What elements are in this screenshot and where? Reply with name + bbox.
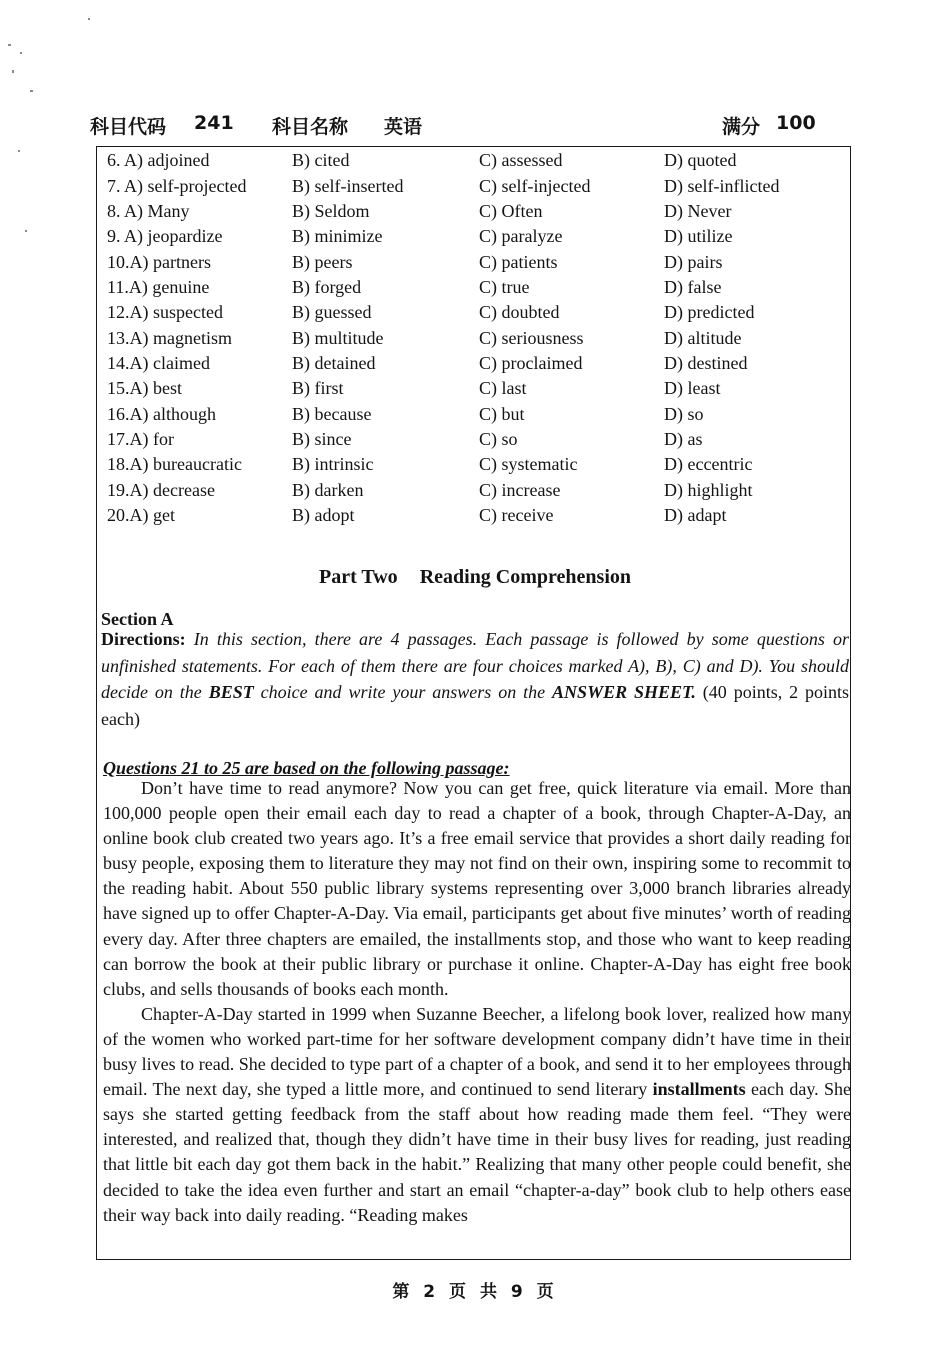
option-b: B) Seldom (292, 201, 370, 221)
option-a: 13.A) magnetism (107, 327, 232, 348)
option-d: D) utilize (664, 226, 733, 246)
option-c: C) so (479, 429, 518, 449)
option-row (107, 505, 847, 530)
option-b: B) peers (292, 251, 353, 272)
option-d: D) self-inflicted (664, 175, 780, 196)
option-b: B) cited (292, 150, 350, 170)
option-a: 11.A) genuine (107, 277, 210, 297)
option-row (107, 277, 847, 302)
directions-label: Directions: (101, 629, 186, 649)
directions (101, 626, 849, 732)
part-label: Part Two (318, 566, 398, 588)
option-b: B) minimize (292, 226, 383, 246)
option-row (107, 480, 847, 505)
option-c: C) but (479, 403, 525, 424)
scan-speck (30, 90, 33, 92)
option-b: B) since (292, 429, 352, 449)
option-row (107, 302, 847, 327)
option-d: D) destined (664, 353, 748, 373)
scan-speck (12, 70, 14, 73)
directions-points: (40 points, 2 points each) (101, 682, 850, 729)
passage-body (103, 776, 851, 1228)
scan-speck (88, 18, 90, 20)
directions-answer-sheet: ANSWER SHEET. (552, 682, 696, 702)
option-row (107, 201, 847, 226)
option-row (107, 176, 847, 201)
full-score: 100 (776, 112, 816, 134)
option-d: D) adapt (664, 505, 727, 525)
option-d: D) quoted (664, 150, 737, 170)
option-c: C) assessed (479, 150, 563, 170)
option-row (107, 252, 847, 277)
subject-code-label: 科目代码 (90, 116, 167, 138)
subject-code: 241 (194, 112, 234, 134)
option-row (107, 150, 847, 175)
option-c: C) receive (479, 505, 554, 525)
option-b: B) darken (292, 479, 364, 500)
option-a: 14.A) claimed (107, 353, 210, 373)
option-d: D) so (664, 403, 704, 424)
option-b: B) forged (292, 277, 362, 297)
option-d: D) predicted (664, 302, 755, 322)
passage-heading: Questions 21 to 25 are based on the following passage: (103, 758, 510, 778)
option-c: C) doubted (479, 302, 560, 322)
option-d: D) pairs (664, 251, 723, 272)
option-a: 20.A) get (107, 505, 175, 525)
option-b: B) self-inserted (292, 175, 404, 196)
option-c: C) increase (479, 479, 561, 500)
option-row (107, 429, 847, 454)
part-title-text: Reading Comprehension (419, 566, 632, 588)
option-a: 9. A) jeopardize (107, 226, 223, 246)
option-b: B) intrinsic (292, 454, 374, 474)
directions-text-2: choice and write your answers on the (260, 682, 546, 702)
option-c: C) Often (479, 201, 543, 221)
scan-speck (18, 150, 20, 152)
option-row (107, 226, 847, 251)
directions-best: BEST (208, 682, 254, 702)
scan-speck (25, 230, 27, 232)
option-a: 10.A) partners (107, 251, 211, 272)
section-a-heading: Section A (101, 609, 174, 629)
full-score-label: 满分 (722, 116, 761, 138)
option-row (107, 404, 847, 429)
p2-after: each day. She says she started getting feedback from the staff about how reading made them feel. “They were interested, and realized that, though they didn’t have time in their busy lives for reading, just reading that little bit each day got them back in the habit.” Realizing that many other people could benefit, she decided to take the idea even further and start an email “chapter-a-day” book club to help others ease their way back into daily reading. “Reading makes (103, 1079, 851, 1225)
option-a: 17.A) for (107, 429, 174, 449)
option-row (107, 353, 847, 378)
option-c: C) true (479, 277, 530, 297)
option-d: D) as (664, 429, 703, 449)
p2-bold-word: installments (652, 1079, 746, 1100)
passage-paragraph-2 (103, 1002, 851, 1228)
option-row (107, 328, 847, 353)
option-d: D) false (664, 277, 722, 297)
page-number: 第 2 页 共 9 页 (392, 1282, 558, 1302)
option-a: 15.A) best (107, 378, 182, 398)
passage-paragraph-1: Don’t have time to read anymore? Now you can get free, quick literature via email. More than 100,000 people open their email each day to read a chapter of a book, through Chapter-A-Day, an online book club created two years ago. It’s a free email service that provides a short daily reading for busy people, exposing them to literature they may not find on their own, inspiring some to recommit to the reading habit. About 550 public library systems representing over 3,000 branch libraries already have signed up to offer Chapter-A-Day. Via email, participants get about five minutes’ worth of reading every day. After three chapters are emailed, the installments stop, and those who want to keep reading can borrow the book at their public library or purchase it online. Chapter-A-Day has eight free book clubs, and sells thousands of books each month. (103, 778, 851, 999)
option-row (107, 454, 847, 479)
option-c: C) proclaimed (479, 353, 583, 373)
option-b: B) adopt (292, 505, 355, 525)
option-d: D) least (664, 378, 721, 398)
option-c: C) last (479, 378, 527, 398)
subject-name-label: 科目名称 (272, 116, 349, 138)
option-c: C) seriousness (479, 327, 584, 348)
option-a: 19.A) decrease (107, 479, 215, 500)
option-a: 16.A) although (107, 403, 216, 424)
subject-name: 英语 (384, 116, 423, 138)
option-b: B) guessed (292, 302, 372, 322)
option-a: 18.A) bureaucratic (107, 454, 242, 474)
option-d: D) eccentric (664, 454, 753, 474)
part-two-title (0, 566, 950, 589)
option-c: C) paralyze (479, 226, 563, 246)
option-b: B) multitude (292, 327, 384, 348)
option-c: C) self-injected (479, 175, 591, 196)
p2-before: Chapter-A-Day started in 1999 when Suzanne Beecher, a lifelong book lover, realized how many of the women who worked part-time for her software development company didn’t have time in their busy lives to read. She decided to type part of a chapter of a book, and send it to her employees through email. The next day, she typed a little more, and continued to send literary (103, 1003, 851, 1100)
option-row (107, 378, 847, 403)
option-b: B) detained (292, 353, 376, 373)
option-b: B) first (292, 378, 344, 398)
option-c: C) systematic (479, 454, 578, 474)
directions-text-1: In this section, there are 4 passages. Each passage is followed by some questions or unfinished statements. For each of them there are four choices marked A), B), C) and D). You should decide on the (101, 629, 850, 702)
option-d: D) highlight (664, 479, 753, 500)
option-a: 7. A) self-projected (107, 175, 247, 196)
option-d: D) Never (664, 201, 732, 221)
option-d: D) altitude (664, 327, 742, 348)
option-a: 6. A) adjoined (107, 150, 210, 170)
option-c: C) patients (479, 251, 558, 272)
scan-speck (20, 52, 22, 54)
option-a: 8. A) Many (107, 201, 190, 221)
option-a: 12.A) suspected (107, 302, 223, 322)
option-b: B) because (292, 403, 372, 424)
scan-speck (8, 44, 11, 46)
